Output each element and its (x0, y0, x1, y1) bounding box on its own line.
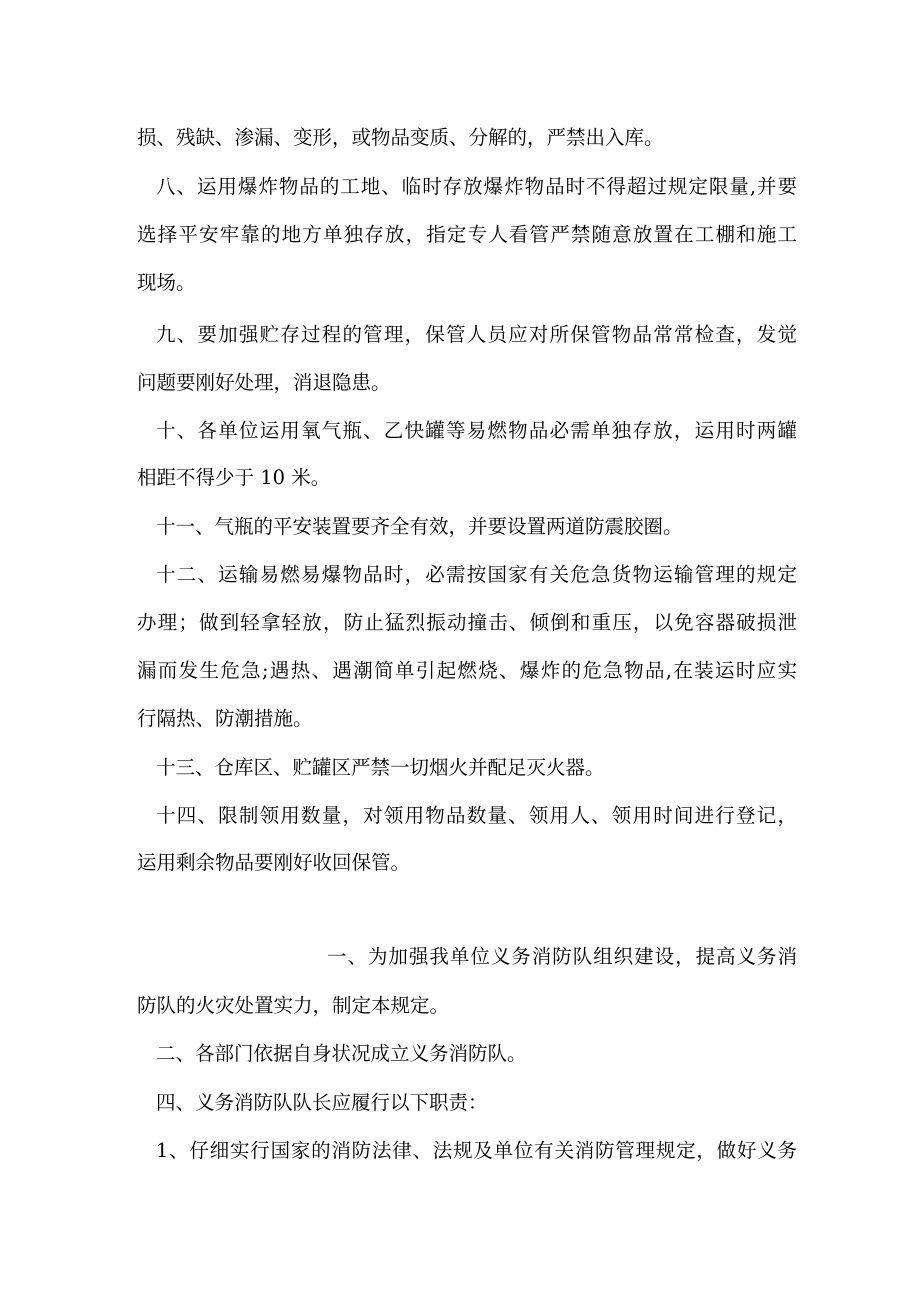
text-line: 四、义务消防队队长应履行以下职责： (156, 1091, 488, 1114)
text-line: 办理；做到轻拿轻放，防止猛烈振动撞击、倾倒和重压，以免容器破损泄 (137, 611, 797, 634)
text-line: 九、要加强贮存过程的管理，保管人员应对所保管物品常常检查，发觉 (156, 323, 797, 346)
text-line: 十四、限制领用数量，对领用物品数量、领用人、领用时间进行登记， (156, 804, 797, 827)
text-line: 十、各单位运用氧气瓶、乙快罐等易燃物品必需单独存放，运用时两罐 (156, 419, 797, 442)
text-line: 选择平安牢靠的地方单独存放，指定专人看管严禁随意放置在工棚和施工 (137, 223, 797, 246)
text-line: 问题要刚好处理，消退隐患。 (137, 371, 391, 394)
text-line: 十二、运输易燃易爆物品时，必需按国家有关危急货物运输管理的规定 (156, 563, 797, 586)
text-line: 一、为加强我单位义务消防队组织建设，提高义务消 (327, 945, 797, 968)
text-line: 损、残缺、渗漏、变形，或物品变质、分解的，严禁出入库。 (137, 126, 664, 149)
text-line: 1、仔细实行国家的消防法律、法规及单位有关消防管理规定，做好义务 (156, 1139, 797, 1162)
text-line: 相距不得少于 10 米。 (137, 466, 331, 489)
text-line: 八、运用爆炸物品的工地、临时存放爆炸物品时不得超过规定限量,并要 (156, 175, 797, 198)
text-line: 行隔热、防潮措施。 (137, 707, 313, 730)
text-line: 防队的火灾处置实力，制定本规定。 (137, 994, 450, 1017)
text-line: 十三、仓库区、贮罐区严禁一切烟火并配足灭火器。 (156, 756, 605, 779)
text-line: 现场。 (137, 271, 196, 294)
text-line: 漏而发生危急;遇热、遇潮简单引起燃烧、爆炸的危急物品,在装运时应实 (137, 659, 797, 682)
text-line: 运用剩余物品要刚好收回保管。 (137, 851, 411, 874)
text-line: 二、各部门依据自身状况成立义务消防队。 (156, 1042, 527, 1065)
text-line: 十一、气瓶的平安装置要齐全有效，并要设置两道防震胶圈。 (156, 515, 683, 538)
